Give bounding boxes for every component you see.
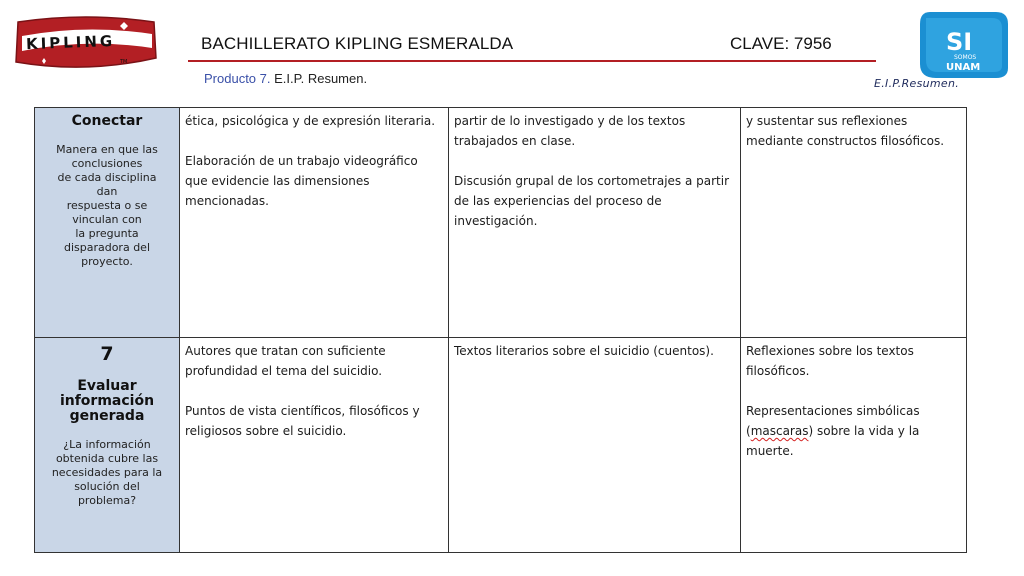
somos-text: SOMOS — [954, 54, 977, 61]
cell-text: Reflexiones sobre los textos filosóficos. — [746, 344, 914, 378]
spellcheck-word: mascaras — [750, 424, 809, 438]
desc-line: la pregunta — [75, 227, 139, 240]
table-row — [35, 338, 967, 553]
si-somos-unam-logo — [916, 10, 1010, 80]
table-row — [35, 108, 967, 338]
table-cell — [741, 108, 967, 338]
desc-line: de cada disciplina — [57, 171, 157, 184]
row-label-cell — [35, 108, 180, 338]
school-key: CLAVE: 7956 — [730, 34, 832, 53]
project-table — [34, 107, 967, 553]
cell-text: ética, psicológica y de expresión literaria. — [185, 114, 436, 128]
desc-line: problema? — [77, 494, 137, 507]
product-subtitle — [204, 71, 367, 86]
desc-line: obtenida cubre las — [55, 452, 159, 465]
desc-line: respuesta o se — [66, 199, 148, 212]
desc-line: disparadora del — [63, 241, 151, 254]
table-cell — [449, 338, 741, 553]
table-cell — [741, 338, 967, 553]
unam-text: UNAM — [946, 62, 981, 73]
cell-text: Puntos de vista científicos, filosóficos y religiosos sobre el suicidio. — [185, 404, 420, 438]
si-text: SI — [946, 28, 973, 56]
desc-line: dan — [96, 185, 118, 198]
cell-text-symbolic — [746, 401, 961, 461]
cell-text: partir de lo investigado y de los textos trabajados en clase. — [454, 114, 686, 148]
stage-title — [37, 379, 177, 424]
table-cell — [449, 108, 741, 338]
product-number: Producto 7. — [204, 71, 271, 86]
cell-text: Textos literarios sobre el suicidio (cuentos). — [454, 344, 714, 358]
title-line: información — [59, 393, 155, 409]
row-label-cell — [35, 338, 180, 553]
stage-number: 7 — [100, 343, 114, 365]
school-title: BACHILLERATO KIPLING ESMERALDA — [201, 34, 514, 53]
cell-text: Autores que tratan con suficiente profundidad el tema del suicidio. — [185, 344, 386, 378]
text-fragment: Representaciones simbólicas ( — [746, 404, 920, 438]
desc-line: necesidades para la — [51, 466, 163, 479]
desc-line: proyecto. — [81, 255, 133, 268]
desc-line: solución del — [74, 480, 140, 493]
desc-line: ¿La información — [63, 438, 151, 451]
header-divider — [188, 60, 876, 62]
title-line: Evaluar — [77, 378, 137, 394]
eip-tag: E.I.P.Resumen. — [874, 77, 960, 90]
desc-line: conclusiones — [71, 157, 143, 170]
stage-description — [37, 143, 177, 269]
table-cell — [180, 338, 449, 553]
title-line: generada — [69, 408, 145, 424]
stage-question — [37, 438, 177, 508]
text-fragment: ) sobre la vida y la muerte. — [746, 424, 920, 458]
desc-line: Manera en que las — [56, 143, 158, 156]
cell-text: Elaboración de un trabajo videográfico que evidencie las dimensiones mencionadas. — [185, 154, 418, 208]
kipling-logo-text: KIPLING — [25, 31, 116, 54]
kipling-tm: TM — [120, 59, 128, 65]
product-name: E.I.P. Resumen. — [270, 71, 368, 86]
cell-text: Discusión grupal de los cortometrajes a partir de las experiencias del proceso de investigación. — [454, 174, 730, 228]
desc-line: vinculan con — [72, 213, 142, 226]
kipling-logo — [12, 14, 160, 70]
table-cell — [180, 108, 449, 338]
cell-text: y sustentar sus reflexiones mediante constructos filosóficos. — [746, 114, 945, 148]
stage-title: Conectar — [71, 113, 143, 129]
